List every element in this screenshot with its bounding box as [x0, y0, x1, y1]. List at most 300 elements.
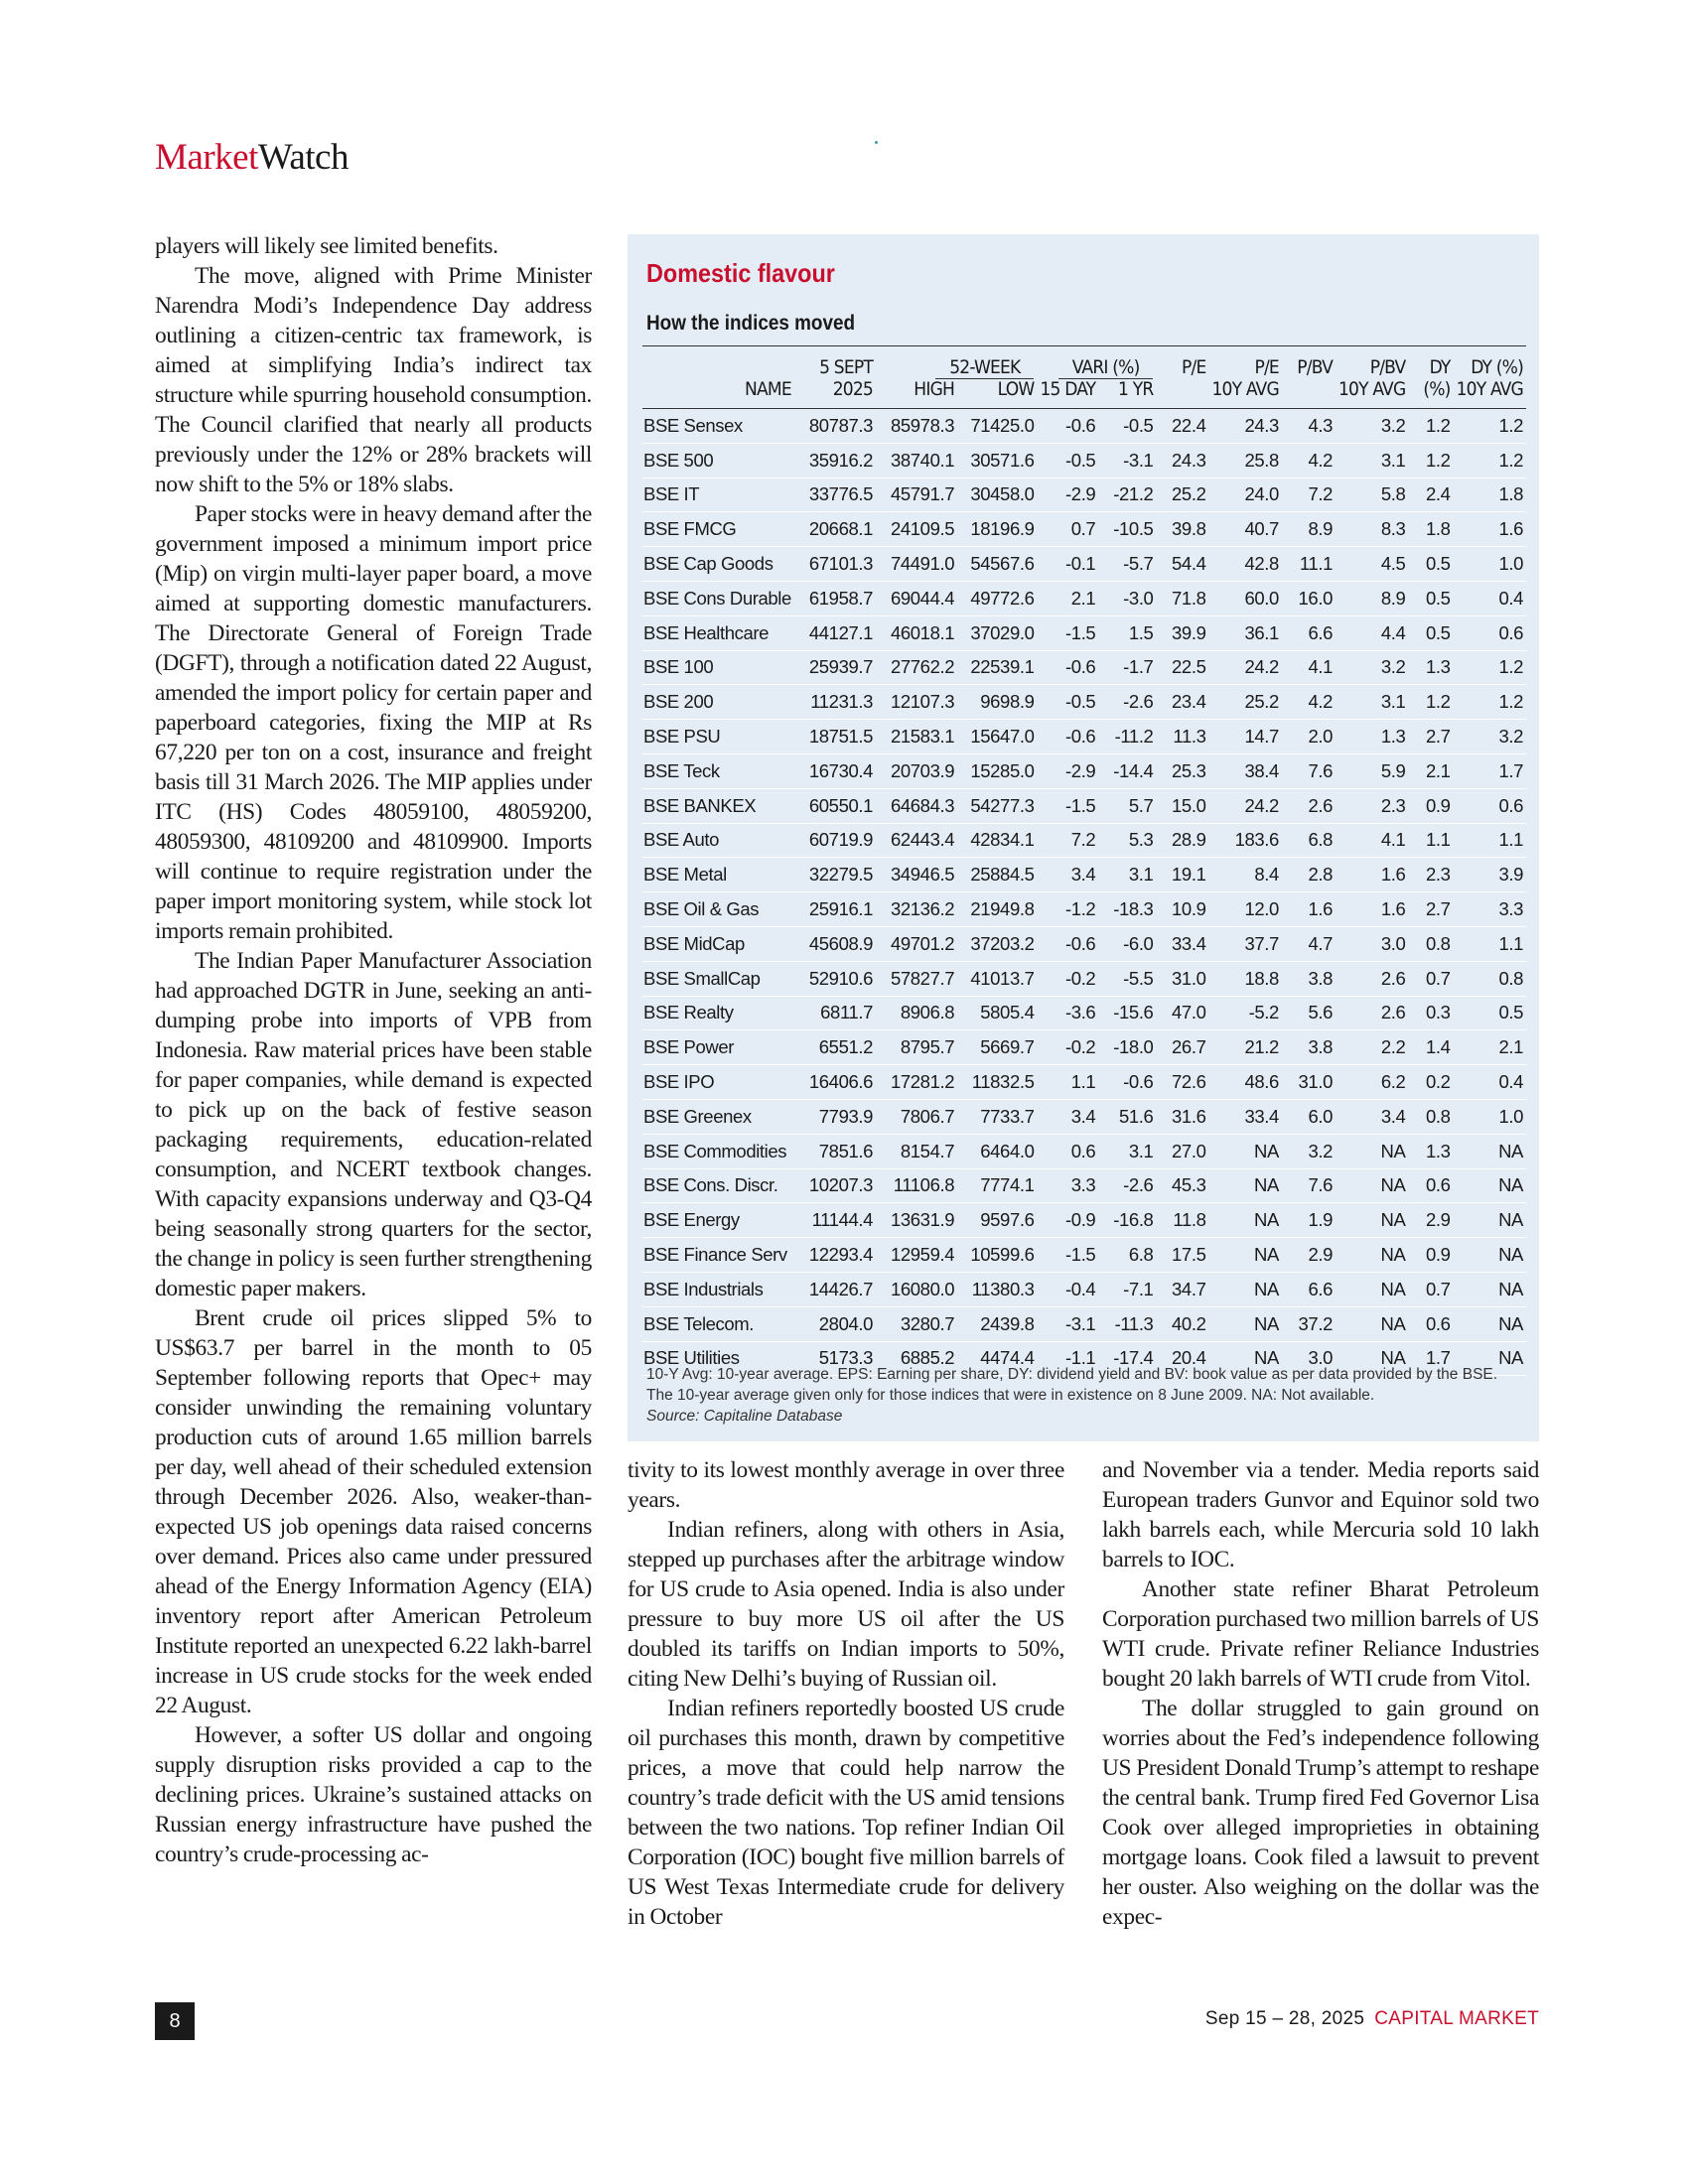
table-row	[642, 858, 1526, 892]
index-value: 71425.0	[957, 409, 1037, 444]
masthead-watch: Watch	[257, 137, 349, 178]
source-line: Source: Capitaline Database	[646, 1408, 843, 1425]
header-pbv-avg: P/BV	[1336, 346, 1408, 379]
index-value: 42834.1	[957, 823, 1037, 858]
index-value: 54567.6	[957, 547, 1037, 582]
index-value: 38.4	[1208, 753, 1281, 788]
index-value: 17.5	[1156, 1238, 1208, 1273]
index-value: 6.6	[1282, 1272, 1336, 1306]
index-value: 11380.3	[957, 1272, 1037, 1306]
index-value: 39.8	[1156, 512, 1208, 547]
index-value: 16406.6	[794, 1065, 876, 1100]
index-value: 72.6	[1156, 1065, 1208, 1100]
table-row	[642, 823, 1526, 858]
index-value: 15285.0	[957, 753, 1037, 788]
index-value: 7733.7	[957, 1099, 1037, 1134]
index-value: 33.4	[1208, 1099, 1281, 1134]
index-value: 6885.2	[876, 1341, 957, 1376]
index-value: 23.4	[1156, 685, 1208, 720]
index-value: 57827.7	[876, 961, 957, 996]
table-row	[642, 581, 1526, 615]
index-value: 37203.2	[957, 926, 1037, 961]
index-value: 40.2	[1156, 1306, 1208, 1341]
index-value: 6.6	[1282, 615, 1336, 650]
index-value: 7774.1	[957, 1168, 1037, 1203]
index-value: 0.8	[1408, 926, 1453, 961]
index-value: -14.4	[1098, 753, 1156, 788]
index-value: 54277.3	[957, 788, 1037, 823]
index-value: NA	[1208, 1341, 1281, 1376]
index-value: 7806.7	[876, 1099, 957, 1134]
index-value: 52910.6	[794, 961, 876, 996]
index-value: 35916.2	[794, 443, 876, 478]
index-value: NA	[1336, 1134, 1408, 1168]
article-paragraph: Brent crude oil prices slipped 5% to US$63.7 per barrel in the month to 05 September following reports that Opec+ may consider unwinding the remaining voluntary production cuts of around 1.65 million barrels per day, well ahead of their scheduled extension through December 2026. Also, weaker-than-expected US job openings data raised concerns over demand. Prices also came under pressured ahead of the Energy Information Agency (EIA) inventory report after American Petroleum Institute reported an unexpected 6.22 lakh-barrel increase in US crude stocks for the week ended 22 August.	[155, 1305, 592, 1718]
index-value: 16.0	[1282, 581, 1336, 615]
index-value: 25939.7	[794, 650, 876, 685]
index-value: 0.7	[1408, 1272, 1453, 1306]
header-15day: 15 DAY	[1037, 378, 1098, 409]
index-value: 8154.7	[876, 1134, 957, 1168]
index-value: 64684.3	[876, 788, 957, 823]
index-value: 18751.5	[794, 720, 876, 754]
index-value: 4.2	[1282, 443, 1336, 478]
index-value: 0.5	[1408, 547, 1453, 582]
index-value: 1.3	[1408, 1134, 1453, 1168]
index-value: 2.1	[1454, 1030, 1526, 1065]
index-value: 1.6	[1454, 512, 1526, 547]
index-value: 40.7	[1208, 512, 1281, 547]
table-row	[642, 1099, 1526, 1134]
article-paragraph: players will likely see limited benefits.	[155, 233, 498, 259]
index-value: 2.6	[1336, 996, 1408, 1030]
index-value: -1.5	[1037, 788, 1098, 823]
index-value: -0.5	[1037, 685, 1098, 720]
table-row	[642, 892, 1526, 927]
index-value: 3.3	[1037, 1168, 1098, 1203]
index-value: NA	[1454, 1272, 1526, 1306]
article-paragraph: and November via a tender. Media reports said European traders Gunvor and Equinor sold two lakh barrels each, while Mercuria sold 10 lakh barrels to IOC.	[1102, 1457, 1539, 1572]
index-value: 31.6	[1156, 1099, 1208, 1134]
index-value: 37.2	[1282, 1306, 1336, 1341]
header-pe-blank	[1156, 378, 1208, 409]
index-value: 1.2	[1408, 409, 1453, 444]
index-value: 25884.5	[957, 858, 1037, 892]
index-value: 27762.2	[876, 650, 957, 685]
index-value: 1.2	[1408, 443, 1453, 478]
index-value: -0.2	[1037, 1030, 1098, 1065]
index-value: 0.4	[1454, 581, 1526, 615]
index-value: 13631.9	[876, 1203, 957, 1238]
index-value: 22.4	[1156, 409, 1208, 444]
index-value: NA	[1208, 1134, 1281, 1168]
index-value: 12293.4	[794, 1238, 876, 1273]
index-name: BSE Cap Goods	[642, 547, 794, 582]
index-value: 2.1	[1408, 753, 1453, 788]
index-value: 11.8	[1156, 1203, 1208, 1238]
index-name: BSE Finance Serv	[642, 1238, 794, 1273]
issue-date: Sep 15 – 28, 2025	[1204, 2008, 1365, 2029]
index-value: NA	[1336, 1341, 1408, 1376]
index-value: 7.6	[1282, 1168, 1336, 1203]
index-value: 15.0	[1156, 788, 1208, 823]
table-header-top	[642, 346, 1526, 379]
index-value: 1.5	[1098, 615, 1156, 650]
index-value: 0.7	[1408, 961, 1453, 996]
index-value: -1.5	[1037, 1238, 1098, 1273]
index-value: 74491.0	[876, 547, 957, 582]
header-pe-10y: 10Y AVG	[1208, 378, 1281, 409]
header-name: NAME	[642, 378, 794, 409]
table-row	[642, 615, 1526, 650]
index-name: BSE PSU	[642, 720, 794, 754]
index-value: 5.3	[1098, 823, 1156, 858]
index-value: 10.9	[1156, 892, 1208, 927]
index-value: NA	[1454, 1341, 1526, 1376]
index-value: 2.1	[1037, 581, 1098, 615]
index-value: -2.9	[1037, 753, 1098, 788]
index-value: 1.6	[1336, 858, 1408, 892]
index-value: 45608.9	[794, 926, 876, 961]
index-value: -0.6	[1037, 926, 1098, 961]
index-value: 1.2	[1454, 650, 1526, 685]
index-value: -2.6	[1098, 1168, 1156, 1203]
index-value: 15647.0	[957, 720, 1037, 754]
index-value: 33776.5	[794, 478, 876, 512]
index-value: 0.5	[1408, 581, 1453, 615]
index-value: 85978.3	[876, 409, 957, 444]
header-52week: 52-WEEK	[876, 346, 1037, 379]
index-value: -17.4	[1098, 1341, 1156, 1376]
index-value: 3.1	[1098, 1134, 1156, 1168]
index-value: 37.7	[1208, 926, 1281, 961]
index-value: 6464.0	[957, 1134, 1037, 1168]
index-value: 3.4	[1037, 1099, 1098, 1134]
table-header-bottom	[642, 378, 1526, 409]
table-row	[642, 961, 1526, 996]
index-value: 3.8	[1282, 1030, 1336, 1065]
header-year: 2025	[794, 378, 876, 409]
article-paragraph: Indian refiners reportedly boosted US crude oil purchases this month, drawn by competitive prices, a move that could help narrow the country’s trade deficit with the US amid tensions between the two nations. Top refiner Indian Oil Corporation (IOC) bought five million barrels of US West Texas Intermediate crude for delivery in October	[628, 1696, 1064, 1930]
index-value: 1.2	[1454, 443, 1526, 478]
index-value: 67101.3	[794, 547, 876, 582]
table-row	[642, 547, 1526, 582]
index-value: 2.9	[1282, 1238, 1336, 1273]
index-value: 18.8	[1208, 961, 1281, 996]
index-value: 54.4	[1156, 547, 1208, 582]
index-value: NA	[1336, 1272, 1408, 1306]
index-value: 12959.4	[876, 1238, 957, 1273]
index-value: -2.9	[1037, 478, 1098, 512]
index-value: NA	[1336, 1306, 1408, 1341]
index-value: NA	[1336, 1238, 1408, 1273]
index-value: -3.1	[1098, 443, 1156, 478]
index-value: 32136.2	[876, 892, 957, 927]
note-line-2: The 10-year average given only for those indices that were in existence on 8 June 2009. NA: Not available.	[646, 1387, 1375, 1404]
index-value: 21.2	[1208, 1030, 1281, 1065]
index-value: 3.4	[1037, 858, 1098, 892]
index-value: 2804.0	[794, 1306, 876, 1341]
index-value: 25.8	[1208, 443, 1281, 478]
index-value: 60.0	[1208, 581, 1281, 615]
box-subtitle: How the indices moved	[646, 312, 856, 335]
index-value: 0.6	[1037, 1134, 1098, 1168]
index-value: -5.2	[1208, 996, 1281, 1030]
index-value: 10599.6	[957, 1238, 1037, 1273]
index-value: 7.2	[1037, 823, 1098, 858]
index-value: 5.9	[1336, 753, 1408, 788]
index-value: 31.0	[1282, 1065, 1336, 1100]
article-paragraph: Indian refiners, along with others in Asia, stepped up purchases after the arbitrage window for US crude to Asia opened. India is also under pressure to buy more US oil after the US doubled its tariffs on Indian imports to 50%, citing New Delhi’s buying of Russian oil.	[628, 1517, 1064, 1692]
header-dy-pct: (%)	[1408, 378, 1453, 409]
index-value: 5.6	[1282, 996, 1336, 1030]
index-value: 14.7	[1208, 720, 1281, 754]
table-row	[642, 1306, 1526, 1341]
table-row	[642, 996, 1526, 1030]
index-value: 25.2	[1156, 478, 1208, 512]
index-value: 28.9	[1156, 823, 1208, 858]
index-name: BSE Greenex	[642, 1099, 794, 1134]
index-name: BSE Cons. Discr.	[642, 1168, 794, 1203]
header-variation: VARI (%)	[1037, 346, 1156, 379]
index-value: 7851.6	[794, 1134, 876, 1168]
article-column-1	[155, 231, 592, 1869]
index-value: 7.6	[1282, 753, 1336, 788]
table-row	[642, 478, 1526, 512]
index-value: 2.6	[1336, 961, 1408, 996]
index-name: BSE Auto	[642, 823, 794, 858]
index-value: 30458.0	[957, 478, 1037, 512]
index-value: NA	[1336, 1203, 1408, 1238]
index-value: 1.2	[1454, 685, 1526, 720]
header-high: HIGH	[876, 378, 957, 409]
index-value: -2.6	[1098, 685, 1156, 720]
header-pbv-10y: 10Y AVG	[1336, 378, 1408, 409]
publication-name: CAPITAL MARKET	[1374, 2008, 1539, 2029]
index-value: 20668.1	[794, 512, 876, 547]
index-value: 41013.7	[957, 961, 1037, 996]
index-value: 6.2	[1336, 1065, 1408, 1100]
indices-table	[642, 345, 1526, 1376]
index-value: 60719.9	[794, 823, 876, 858]
index-value: 24.3	[1208, 409, 1281, 444]
index-value: 1.1	[1037, 1065, 1098, 1100]
article-paragraph: The Indian Paper Manufacturer Association had approached DGTR in June, seeking an anti-dumping probe into imports of VPB from Indonesia. Raw material prices have been stable for paper companies, while demand is expected to pick up on the back of festive season packaging requirements, education-related consumption, and NCERT textbook changes. With capacity expansions underway and Q3-Q4 being seasonally strong quarters for the sector, the change in policy is seen further strengthening domestic paper makers.	[155, 948, 592, 1301]
index-value: 51.6	[1098, 1099, 1156, 1134]
index-name: BSE FMCG	[642, 512, 794, 547]
index-value: 1.1	[1454, 823, 1526, 858]
index-value: -0.6	[1037, 409, 1098, 444]
index-value: 8906.8	[876, 996, 957, 1030]
index-value: -3.0	[1098, 581, 1156, 615]
index-value: NA	[1208, 1168, 1281, 1203]
table-row	[642, 753, 1526, 788]
index-value: 1.2	[1454, 409, 1526, 444]
index-value: 7.2	[1282, 478, 1336, 512]
index-value: 1.4	[1408, 1030, 1453, 1065]
index-value: 11832.5	[957, 1065, 1037, 1100]
article-paragraph: Another state refiner Bharat Petroleum Corporation purchased two million barrels of US WTI crude. Private refiner Reliance Industries bought 20 lakh barrels of WTI crude from Vitol.	[1102, 1576, 1539, 1692]
index-value: 5.7	[1098, 788, 1156, 823]
decorative-dot	[875, 141, 878, 144]
index-value: 5.8	[1336, 478, 1408, 512]
index-name: BSE 500	[642, 443, 794, 478]
index-value: 2.7	[1408, 720, 1453, 754]
index-value: 20703.9	[876, 753, 957, 788]
index-value: 44127.1	[794, 615, 876, 650]
index-name: BSE 100	[642, 650, 794, 685]
footer	[1205, 2008, 1539, 2030]
index-value: 183.6	[1208, 823, 1281, 858]
index-value: 5669.7	[957, 1030, 1037, 1065]
index-value: 1.0	[1454, 1099, 1526, 1134]
index-value: 6.8	[1098, 1238, 1156, 1273]
index-value: NA	[1208, 1238, 1281, 1273]
article-column-2	[628, 1455, 1064, 1932]
header-dy-avg: DY (%)	[1454, 346, 1526, 379]
index-value: 0.6	[1454, 615, 1526, 650]
table-row	[642, 650, 1526, 685]
index-value: 0.8	[1454, 961, 1526, 996]
index-value: 9597.6	[957, 1203, 1037, 1238]
index-value: 11231.3	[794, 685, 876, 720]
index-value: 1.6	[1282, 892, 1336, 927]
index-value: 26.7	[1156, 1030, 1208, 1065]
index-value: 37029.0	[957, 615, 1037, 650]
index-name: BSE Oil & Gas	[642, 892, 794, 927]
index-value: NA	[1454, 1306, 1526, 1341]
index-value: 0.7	[1037, 512, 1098, 547]
index-value: 20.4	[1156, 1341, 1208, 1376]
index-value: 3.2	[1282, 1134, 1336, 1168]
indices-table-body	[642, 409, 1526, 1376]
article-paragraph: tivity to its lowest monthly average in over three years.	[628, 1457, 1064, 1513]
header-dy-10y: 10Y AVG	[1454, 378, 1526, 409]
index-name: BSE Utilities	[642, 1341, 794, 1376]
index-value: 32279.5	[794, 858, 876, 892]
index-value: NA	[1208, 1272, 1281, 1306]
note-line-1: 10-Y Avg: 10-year average. EPS: Earning per share, DY: dividend yield and BV: book value as per data provided by the BSE.	[646, 1366, 1498, 1383]
index-value: NA	[1208, 1306, 1281, 1341]
index-value: NA	[1336, 1168, 1408, 1203]
header-pe: P/E	[1156, 346, 1208, 379]
article-paragraph: The dollar struggled to gain ground on worries about the Fed’s independence following US President Donald Trump’s attempt to reshape the central bank. Trump fired Fed Governor Lisa Cook over alleged improprieties in obtaining mortgage loans. Cook filed a lawsuit to prevent her ouster. Also weighing on the dollar was the expec-	[1102, 1696, 1539, 1930]
article-paragraph: The move, aligned with Prime Minister Narendra Modi’s Independence Day address outlining a citizen-centric tax framework, is aimed at simplifying India’s indirect tax structure while spurring household consumption. The Council clarified that nearly all products previously under the 12% or 28% brackets will now shift to the 5% or 18% slabs.	[155, 263, 592, 497]
index-value: 9698.9	[957, 685, 1037, 720]
index-value: 31.0	[1156, 961, 1208, 996]
index-value: 2.8	[1282, 858, 1336, 892]
index-value: 4.3	[1282, 409, 1336, 444]
index-value: 3.1	[1336, 443, 1408, 478]
index-value: 4.4	[1336, 615, 1408, 650]
table-row	[642, 409, 1526, 444]
header-pbv-blank	[1282, 378, 1336, 409]
index-value: 3.9	[1454, 858, 1526, 892]
index-value: 2.2	[1336, 1030, 1408, 1065]
index-name: BSE 200	[642, 685, 794, 720]
index-value: -1.5	[1037, 615, 1098, 650]
index-value: -3.6	[1037, 996, 1098, 1030]
index-value: 21949.8	[957, 892, 1037, 927]
index-value: 0.5	[1454, 996, 1526, 1030]
article-paragraph: However, a softer US dollar and ongoing supply disruption risks provided a cap to the declining prices. Ukraine’s sustained attacks on Russian energy infrastructure have pushed the country’s crude-processing ac-	[155, 1722, 592, 1867]
index-value: -11.3	[1098, 1306, 1156, 1341]
header-top-name	[642, 346, 794, 379]
index-value: 2.7	[1408, 892, 1453, 927]
index-value: 5173.3	[794, 1341, 876, 1376]
index-value: NA	[1454, 1203, 1526, 1238]
index-value: -5.7	[1098, 547, 1156, 582]
index-value: 24109.5	[876, 512, 957, 547]
index-value: 19.1	[1156, 858, 1208, 892]
index-value: 3280.7	[876, 1306, 957, 1341]
index-value: 30571.6	[957, 443, 1037, 478]
index-value: 0.2	[1408, 1065, 1453, 1100]
index-name: BSE Sensex	[642, 409, 794, 444]
index-value: 3.2	[1336, 650, 1408, 685]
article-paragraph: Paper stocks were in heavy demand after the government imposed a minimum import price (Mip) on virgin multi-layer paper board, a move aimed at supporting domestic manufacturers. The Directorate General of Foreign Trade (DGFT), through a notification dated 22 August, amended the import policy for certain paper and paperboard categories, fixing the MIP at Rs 67,220 per ton on a cost, insurance and freight basis till 31 March 2026. The MIP applies under ITC (HS) Codes 48059100, 48059200, 48059300, 48109200 and 48109900. Imports will continue to require registration under the paper import monitoring system, while stock lot imports remain prohibited.	[155, 501, 592, 944]
index-value: 8.3	[1336, 512, 1408, 547]
index-value: 12.0	[1208, 892, 1281, 927]
index-value: 24.3	[1156, 443, 1208, 478]
index-value: 6811.7	[794, 996, 876, 1030]
header-low: LOW	[957, 378, 1037, 409]
box-title: Domestic flavour	[646, 258, 835, 288]
index-value: 2.3	[1408, 858, 1453, 892]
index-value: -0.2	[1037, 961, 1098, 996]
table-row	[642, 1030, 1526, 1065]
index-value: 2.3	[1336, 788, 1408, 823]
index-value: 0.9	[1408, 1238, 1453, 1273]
index-value: 8.9	[1336, 581, 1408, 615]
index-value: 22.5	[1156, 650, 1208, 685]
table-row	[642, 1065, 1526, 1100]
index-value: 0.3	[1408, 996, 1453, 1030]
table-row	[642, 720, 1526, 754]
index-value: -18.3	[1098, 892, 1156, 927]
index-value: NA	[1454, 1134, 1526, 1168]
index-value: -0.5	[1037, 443, 1098, 478]
table-row	[642, 1272, 1526, 1306]
index-value: -0.6	[1037, 720, 1098, 754]
index-value: 27.0	[1156, 1134, 1208, 1168]
index-value: 4.5	[1336, 547, 1408, 582]
table-row	[642, 512, 1526, 547]
index-value: 6.0	[1282, 1099, 1336, 1134]
index-value: 1.1	[1408, 823, 1453, 858]
index-value: 1.3	[1408, 650, 1453, 685]
index-value: 4.1	[1282, 650, 1336, 685]
index-value: -15.6	[1098, 996, 1156, 1030]
article-column-3	[1102, 1455, 1539, 1932]
header-pbv: P/BV	[1282, 346, 1336, 379]
index-value: 3.8	[1282, 961, 1336, 996]
index-value: NA	[1454, 1238, 1526, 1273]
index-value: 48.6	[1208, 1065, 1281, 1100]
index-name: BSE Telecom.	[642, 1306, 794, 1341]
index-value: 3.0	[1282, 1341, 1336, 1376]
index-value: -10.5	[1098, 512, 1156, 547]
index-value: -1.7	[1098, 650, 1156, 685]
index-value: -6.0	[1098, 926, 1156, 961]
index-value: 1.3	[1336, 720, 1408, 754]
index-value: 8795.7	[876, 1030, 957, 1065]
index-value: -11.2	[1098, 720, 1156, 754]
index-value: 24.2	[1208, 788, 1281, 823]
table-row	[642, 443, 1526, 478]
index-name: BSE Commodities	[642, 1134, 794, 1168]
index-value: 33.4	[1156, 926, 1208, 961]
